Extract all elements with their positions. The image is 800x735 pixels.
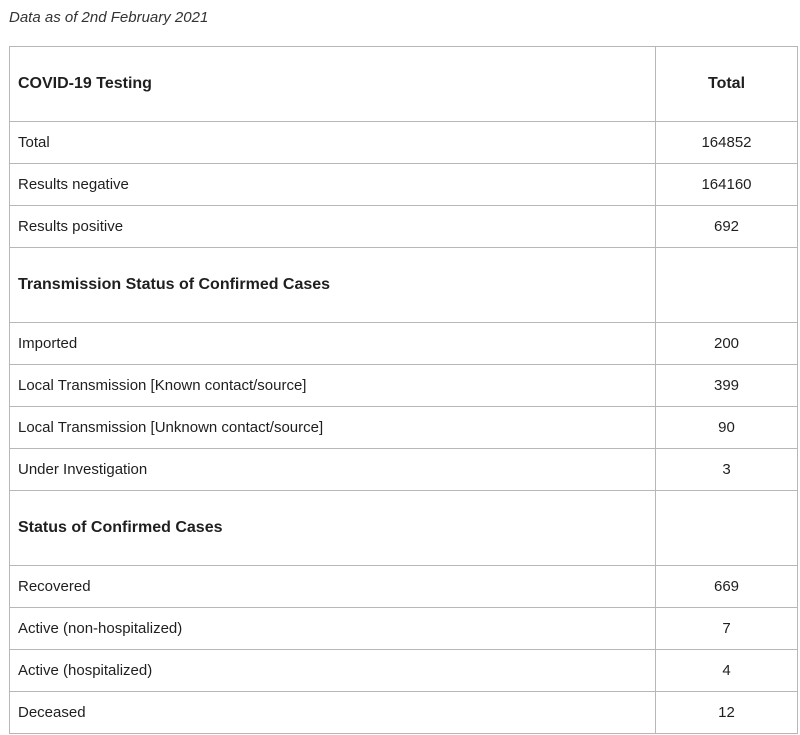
row-value: 200 [656, 323, 798, 365]
table-row [10, 608, 798, 650]
row-label: Deceased [10, 692, 656, 734]
status-section-heading: Status of Confirmed Cases [10, 491, 656, 566]
row-value: 4 [656, 650, 798, 692]
row-value: 399 [656, 365, 798, 407]
table-row [10, 449, 798, 491]
table-header-row [10, 47, 798, 122]
row-label: Results negative [10, 164, 656, 206]
row-label: Total [10, 122, 656, 164]
row-value: 669 [656, 566, 798, 608]
section-heading-row [10, 248, 798, 323]
table-row [10, 323, 798, 365]
row-label: Under Investigation [10, 449, 656, 491]
empty-cell [656, 248, 798, 323]
row-label: Active (non-hospitalized) [10, 608, 656, 650]
row-value: 164852 [656, 122, 798, 164]
row-label: Results positive [10, 206, 656, 248]
table-row [10, 650, 798, 692]
row-label: Local Transmission [Known contact/source] [10, 365, 656, 407]
header-label: COVID-19 Testing [10, 47, 656, 122]
empty-cell [656, 491, 798, 566]
transmission-section-heading: Transmission Status of Confirmed Cases [10, 248, 656, 323]
table-row [10, 407, 798, 449]
table-row [10, 206, 798, 248]
row-value: 12 [656, 692, 798, 734]
table-row [10, 122, 798, 164]
row-value: 90 [656, 407, 798, 449]
table-row [10, 164, 798, 206]
row-value: 7 [656, 608, 798, 650]
row-label: Local Transmission [Unknown contact/source] [10, 407, 656, 449]
table-row [10, 692, 798, 734]
row-value: 692 [656, 206, 798, 248]
header-value: Total [656, 47, 798, 122]
table-row [10, 365, 798, 407]
data-date-caption: Data as of 2nd February 2021 [9, 9, 209, 26]
row-label: Recovered [10, 566, 656, 608]
covid-stats-table [9, 46, 798, 734]
row-label: Active (hospitalized) [10, 650, 656, 692]
row-value: 3 [656, 449, 798, 491]
table-row [10, 566, 798, 608]
row-label: Imported [10, 323, 656, 365]
row-value: 164160 [656, 164, 798, 206]
section-heading-row [10, 491, 798, 566]
